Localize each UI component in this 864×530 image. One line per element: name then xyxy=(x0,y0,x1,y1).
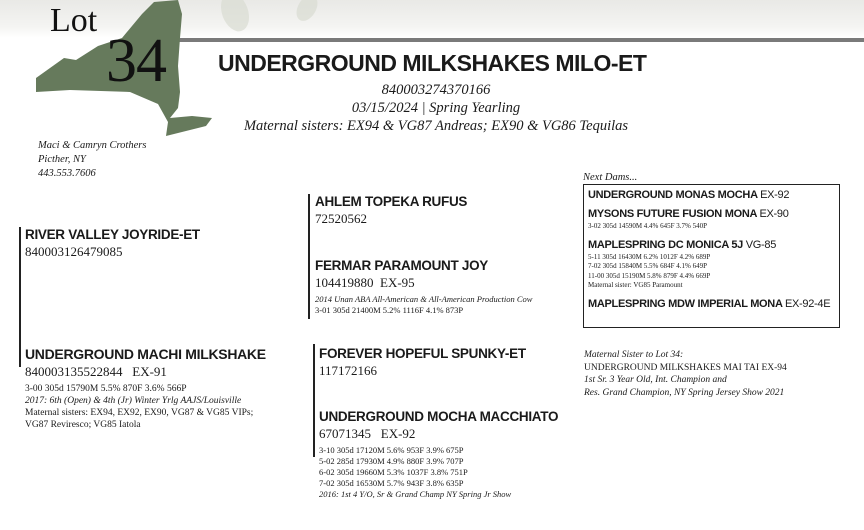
sire-block xyxy=(25,227,200,260)
breeder-phone: 443.553.7606 xyxy=(38,168,96,179)
next-dam-3-record: 5-11 305d 16430M 6.2% 1012F 4.2% 689P xyxy=(588,252,711,261)
next-dams-box xyxy=(583,184,840,328)
next-dam-2-name: MYSONS FUTURE FUSION MONA xyxy=(588,208,757,220)
sire-sire-registration: 72520562 xyxy=(315,211,367,226)
maternal-sister-name: UNDERGROUND MILKSHAKES MAI TAI EX-94 xyxy=(584,362,787,373)
next-dam-1-score: EX-92 xyxy=(760,189,790,201)
sire-registration: 840003126479085 xyxy=(25,244,123,259)
pedigree-line-dam-parents xyxy=(313,344,315,457)
breeder-city: Picther, NY xyxy=(38,154,86,165)
next-dam-3-score: VG-85 xyxy=(745,238,777,251)
breeder-name: Maci & Camryn Crothers xyxy=(38,140,147,151)
dam-block xyxy=(25,346,266,431)
next-dam-2 xyxy=(588,208,835,220)
maternal-sister-line-2: Res. Grand Champion, NY Spring Jersey Show 2021 xyxy=(584,387,785,398)
lot-label: Lot xyxy=(50,2,98,39)
header-rule xyxy=(178,38,864,42)
maternal-sister-block xyxy=(584,349,787,399)
dam-dam-registration: 67071345 EX-92 xyxy=(319,426,416,441)
next-dam-4 xyxy=(588,298,835,310)
next-dam-3-record: 7-02 305d 15840M 5.5% 684F 4.1% 649P xyxy=(588,262,708,270)
sire-dam-registration: 104419880 EX-95 xyxy=(315,275,415,290)
dam-note: 2017: 6th (Open) & 4th (Jr) Winter Yrlg AAJS/Louisville xyxy=(25,396,242,406)
sire-dam-name: FERMAR PARAMOUNT JOY xyxy=(315,258,489,273)
dam-name: UNDERGROUND MACHI MILKSHAKE xyxy=(25,346,266,362)
dam-dam-record: 5-02 285d 17930M 4.9% 880F 3.9% 707P xyxy=(319,456,464,466)
sire-sire-name: AHLEM TOPEKA RUFUS xyxy=(315,194,468,209)
maternal-sister-heading: Maternal Sister to Lot 34: xyxy=(584,350,684,360)
dam-dam-record: 6-02 305d 19660M 5.3% 1037F 3.8% 751P xyxy=(319,467,468,477)
maternal-sister-line-1: 1st Sr. 3 Year Old, Int. Champion and xyxy=(584,375,727,385)
next-dam-3-name: MAPLESPRING DC MONICA 5J xyxy=(588,238,743,251)
dam-dam-record: 7-02 305d 16530M 5.7% 943F 3.8% 635P xyxy=(319,478,464,488)
dam-record: 3-00 305d 15790M 5.5% 870F 3.6% 566P xyxy=(25,384,187,394)
next-dam-3-sister: Maternal sister: VG85 Paramount xyxy=(588,281,683,289)
next-dam-2-record: 3-02 305d 14590M 4.4% 645F 3.7% 540P xyxy=(588,222,708,230)
next-dam-3 xyxy=(588,239,835,251)
pedigree-line-sire-parents xyxy=(308,194,310,319)
dam-sire-registration: 117172166 xyxy=(319,363,378,378)
next-dams-label: Next Dams... xyxy=(583,172,638,183)
next-dam-1-name: UNDERGROUND MONAS MOCHA xyxy=(588,189,758,201)
animal-sisters: Maternal sisters: EX94 & VG87 Andreas; EX90 & VG86 Tequilas xyxy=(243,118,629,134)
sire-dam-block xyxy=(315,258,532,316)
dam-dam-record: 3-10 305d 17120M 5.6% 953F 3.9% 675P xyxy=(319,445,464,455)
next-dam-4-name: MAPLESPRING MDW IMPERIAL MONA xyxy=(588,297,783,310)
sire-name: RIVER VALLEY JOYRIDE-ET xyxy=(25,227,200,242)
next-dam-4-score: EX-92-4E xyxy=(784,297,831,310)
animal-name: UNDERGROUND MILKSHAKES MILO-ET xyxy=(218,50,647,76)
sire-dam-note: 2014 Unan ABA All-American & All-American Production Cow xyxy=(315,294,533,304)
dam-sisters-line-1: Maternal sisters: EX94, EX92, EX90, VG87 & VG85 VIPs; xyxy=(25,408,254,418)
sire-sire-block xyxy=(315,194,467,227)
pedigree-line-sire xyxy=(19,227,21,367)
animal-birth: 03/15/2024 | Spring Yearling xyxy=(351,100,521,116)
next-dam-3-record: 11-00 305d 15190M 5.8% 879F 4.4% 669P xyxy=(588,271,711,280)
animal-registration: 840003274370166 xyxy=(381,82,491,98)
dam-dam-name: UNDERGROUND MOCHA MACCHIATO xyxy=(319,409,559,424)
breeder-info xyxy=(38,139,146,181)
animal-info xyxy=(216,81,656,135)
dam-registration: 840003135522844 EX-91 xyxy=(25,364,167,379)
lot-number: 34 xyxy=(106,27,166,95)
dam-sire-name: FOREVER HOPEFUL SPUNKY-ET xyxy=(319,346,526,361)
dam-sire-block xyxy=(319,346,526,379)
next-dam-1 xyxy=(588,189,835,201)
next-dam-2-score: EX-90 xyxy=(759,208,789,220)
dam-dam-note: 2016: 1st 4 Y/O, Sr & Grand Champ NY Spring Jr Show xyxy=(319,489,512,499)
dam-sisters-line-2: VG87 Reviresco; VG85 Iatola xyxy=(25,420,141,430)
sire-dam-record: 3-01 305d 21400M 5.2% 1116F 4.1% 873P xyxy=(315,305,464,315)
dam-dam-block xyxy=(319,409,558,500)
